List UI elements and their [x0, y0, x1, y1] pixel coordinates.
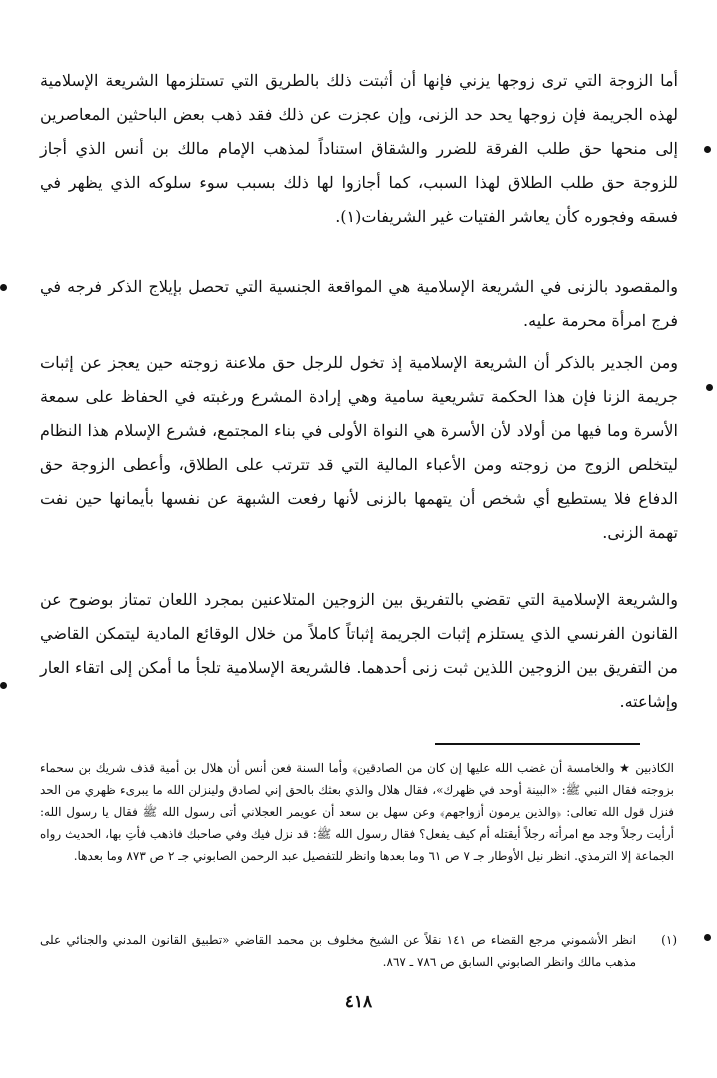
footnote-separator — [435, 743, 640, 745]
footnote-number: (١) — [661, 933, 677, 947]
margin-dot-mark — [0, 682, 7, 689]
paragraph-wife-proof: أما الزوجة التي ترى زوجها يزني فإنها أن أثبتت ذلك بالطريق التي تستلزمها الشريعة الإسلامية لهذه الجريمة فإن زوجها يحد حد الزنى، وإن عجزت عن ذلك فقد ذهب بعض الباحثين المعاصرين إلى منحها حق طلب الفرقة للضرر والشقاق استناداً لمذهب الإمام مالك بن أنس الذي أجاز للزوجة حق طلب الطلاق لهذا السبب، كما أجازوا لها ذلك بسبب سوء سلوكه الذي يظهر في فسقه وفجوره كأن يعاشر الفتيات غير الشريفات(١). — [40, 71, 679, 226]
margin-dot-mark — [0, 284, 7, 291]
margin-dot-mark — [704, 146, 711, 153]
footnote-1: انظر الأشموني مرجع القضاء ص ١٤١ نقلاً عن الشيخ مخلوف بن محمد القاضي «تطبيق القانون المدني والجنائي على مذهب مالك وانظر الصابوني السابق ص ٧٨٦ ـ ٨٦٧. — [40, 933, 636, 969]
paragraph-lian-wisdom: ومن الجدير بالذكر أن الشريعة الإسلامية إذ تخول للرجل حق ملاعنة زوجته حين يعجز عن إثبات جريمة الزنا فإن هذا الحكمة تشريعية سامية وهي إرادة المشرع ورغبته في الحفاظ على سمعة الأسرة وما فيها من أولاد لأن الأسرة هي النواة الأولى في بناء المجتمع، فشرع الإسلام هذا النظام ليتخلص الزوج من زوجته ومن الأعباء المالية التي قد تترتب على الطلاق، وأعطى الزوجة حق الدفاع فلا يستطيع أي شخص أن يتهمها بالزنى لأنها رفعت الشبهة عن نفسها بأيمانها حين نفت تهمة الزنى. — [40, 353, 678, 542]
paragraph-definition-zina: والمقصود بالزنى في الشريعة الإسلامية هي المواقعة الجنسية التي تحصل بإيلاج الذكر فرجه في فرج امرأة محرمة عليه. — [40, 277, 678, 330]
margin-dot-mark — [706, 384, 713, 391]
footnote-continuation: الكاذبين ★ والخامسة أن غضب الله عليها إن كان من الصادقين﴾ وأما السنة فعن أنس أن هلال بن أمية قذف شريك بن سحماء بزوجته فقال النبي ﷺ: «البينة أوحد في ظهرك»، فقال هلال والذي بعثك بالحق إني لصادق ولينزلن الله ما يبرىء ظهري من الحد فنزل قول الله تعالى: ﴿والذين يرمون أزواجهم﴾ وعن سهل بن سعد أن عويمر العجلاني أتى رسول الله ﷺ فقال يا رسول الله: أرأيت رجلاً وجد مع امرأته رجلاً أيقتله أم كيف يفعل؟ فقال رسول الله ﷺ: قد نزل فيك وفي صاحبك فاذهب فأتِ بها، الحديث رواه الجماعة إلا الترمذي. انظر نيل الأوطار جـ ٧ ص ٦١ وما بعدها وانظر للتفصيل عبد الرحمن الصابوني جـ ٢ ص ٨٧٣ وما بعدها. — [40, 761, 674, 863]
paragraph-comparison-french-law: والشريعة الإسلامية التي تقضي بالتفريق بين الزوجين المتلاعنين بمجرد اللعان تمتاز بوضوح عن القانون الفرنسي الذي يستلزم إثبات الجريمة إثباتاً كاملاً من خلال الوقائع المادية ليتمكن القاضي من التفريق بين الزوجين اللذين ثبت زنى أحدهما. فالشريعة الإسلامية تلجأ ما أمكن إلى اتقاء العار وإشاعته. — [40, 590, 679, 711]
margin-dot-mark — [704, 934, 711, 941]
page-number: ٤١٨ — [344, 992, 373, 1012]
